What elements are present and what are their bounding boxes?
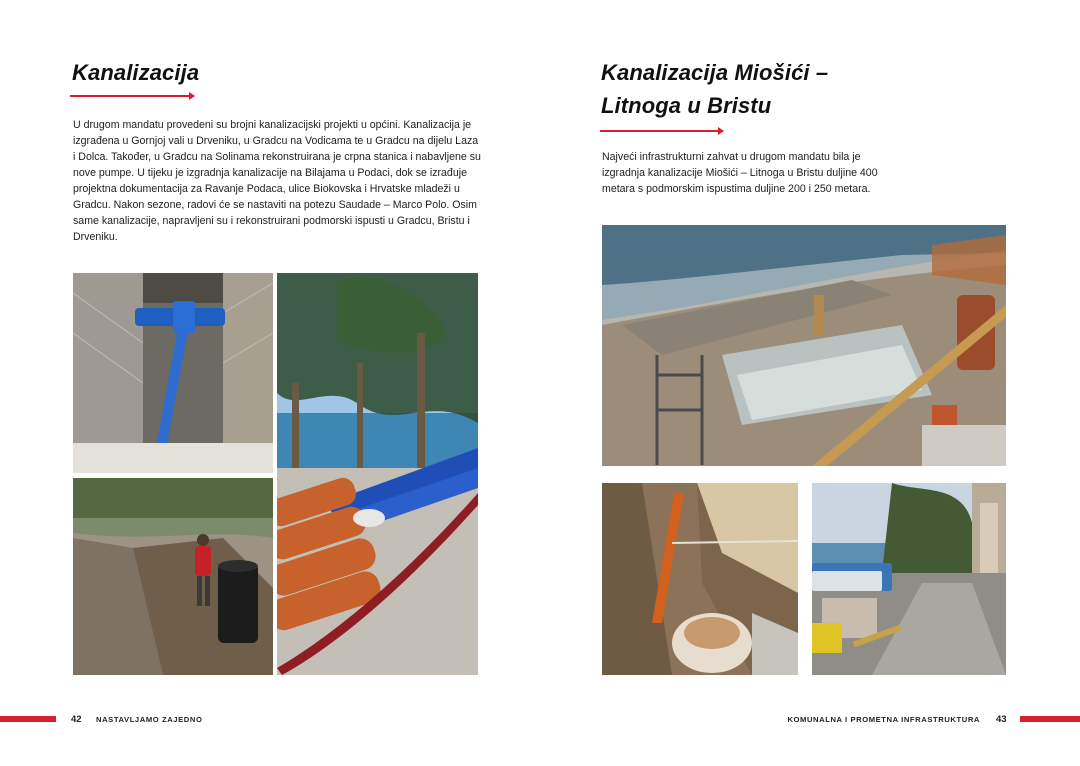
- photo-worker-trench: [73, 478, 273, 675]
- page-number: 42: [71, 714, 82, 725]
- title-underline-arrow: [70, 95, 194, 97]
- title-underline-arrow: [600, 130, 723, 132]
- right-page: [540, 0, 1080, 766]
- photo-orange-pipe-trench: [602, 483, 798, 675]
- photo-pipes-by-sea: [277, 273, 478, 675]
- page-title: Kanalizacija: [72, 60, 200, 85]
- page-number: 43: [996, 714, 1007, 725]
- photo-street-truck: [812, 483, 1006, 675]
- body-text: Najveći infrastrukturni zahvat u drugom mandatu bila je izgradnja kanalizacije Miošići – Litnoga u Bristu duljine 400 metara s podmorskim ispustima duljine 200 i 250 metara.: [602, 151, 878, 195]
- photo-trench-blue-valve: [73, 273, 273, 473]
- page-title-line2: Litnoga u Bristu: [601, 93, 772, 118]
- body-text: U drugom mandatu provedeni su brojni kanalizacijski projekti u općini. Kanalizacija je izgrađena u Gornjoj vali u Drveniku, u Gradcu na Vodicama te u Gradcu na dijelu Laza i Dolca. Također, u Gradcu na Solinama rekonstruirana je crpna stanica i nabavljene su nove pumpe. U tijeku je izgradnja kanalizacije na Bilajama u Podaci, dok se izrađuje projektna dokumentacija za Ravanje Podaca, ulice Biokovska i Hrvatske mladeži u Gradcu. Nakon sezone, radovi će se nastaviti na potezu Saudade – Marco Polo. Osim same kanalizacije, napravljeni su i rekonstruirani podmorski ispusti u Gradcu, Bristu i Drveniku.: [73, 119, 481, 243]
- photo-seaside-excavation: [602, 225, 1006, 466]
- footer-accent-bar: [0, 716, 56, 722]
- footer-accent-bar: [1020, 716, 1080, 722]
- footer-label: KOMUNALNA I PROMETNA INFRASTRUKTURA: [787, 715, 980, 724]
- page-title-line1: Kanalizacija Miošići –: [601, 60, 829, 85]
- footer-label: NASTAVLJAMO ZAJEDNO: [96, 715, 203, 724]
